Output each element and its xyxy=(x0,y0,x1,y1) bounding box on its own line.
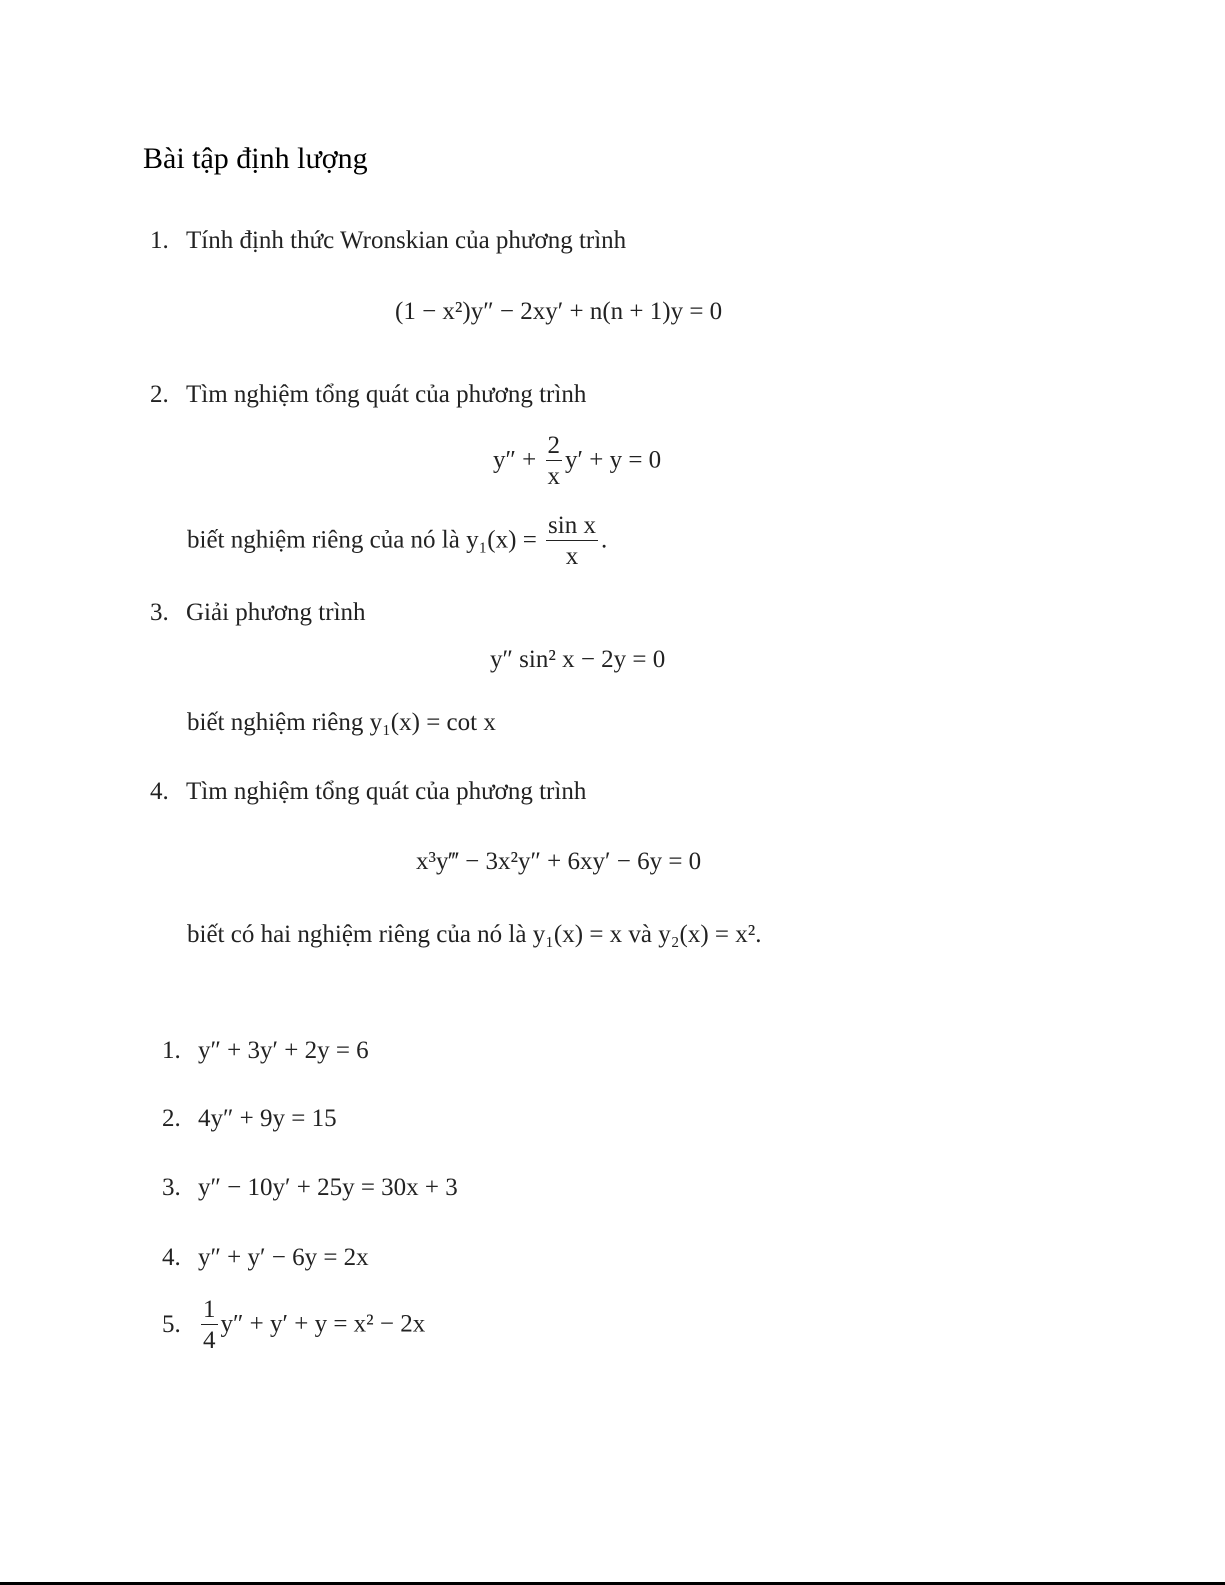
fraction-numerator: 2 xyxy=(547,432,561,459)
fraction xyxy=(201,1296,218,1356)
fraction-denominator: x xyxy=(546,460,563,492)
problem-1 xyxy=(150,227,626,255)
exercise-number: 5. xyxy=(162,1310,181,1338)
problem-number: 4. xyxy=(150,778,169,805)
problem-2-note xyxy=(187,512,607,572)
problem-1-equation: (1 − x²)y″ − 2xy′ + n(n + 1)y = 0 xyxy=(395,298,723,325)
equation-part: y″ + xyxy=(493,446,537,474)
problem-number: 3. xyxy=(150,599,169,626)
problem-number: 2. xyxy=(150,381,169,408)
problem-text: Tìm nghiệm tổng quát của phương trình xyxy=(186,381,587,408)
note-text: . xyxy=(600,526,608,554)
problem-4-note: biết có hai nghiệm riêng của nó là y₁(x) = x và y₂(x) = x². xyxy=(187,921,762,948)
exercise-2 xyxy=(162,1105,337,1133)
problem-3-equation: y″ sin² x − 2y = 0 xyxy=(490,646,666,673)
problem-4 xyxy=(150,778,586,806)
note-text: biết nghiệm riêng của nó là y₁(x) = xyxy=(187,526,537,554)
problem-text: Tìm nghiệm tổng quát của phương trình xyxy=(186,778,587,805)
fraction-denominator: 4 xyxy=(201,1324,218,1356)
exercise-equation: y″ + y′ + y = x² − 2x xyxy=(220,1310,426,1338)
fraction xyxy=(546,512,598,572)
exercise-1 xyxy=(162,1037,369,1065)
exercise-equation: y″ + 3y′ + 2y = 6 xyxy=(198,1037,369,1064)
fraction xyxy=(546,432,563,492)
problem-number: 1. xyxy=(150,227,169,254)
problem-text: Giải phương trình xyxy=(186,599,366,626)
exercise-4 xyxy=(162,1244,369,1272)
exercise-number: 3. xyxy=(162,1174,181,1201)
page-title: Bài tập định lượng xyxy=(143,142,368,175)
problem-3-note: biết nghiệm riêng y₁(x) = cot x xyxy=(187,709,496,736)
exercise-5 xyxy=(162,1296,425,1356)
equation-part: y′ + y = 0 xyxy=(565,446,662,474)
problem-3 xyxy=(150,599,366,627)
exercise-number: 2. xyxy=(162,1105,181,1132)
exercise-equation: y″ − 10y′ + 25y = 30x + 3 xyxy=(198,1174,458,1201)
fraction-denominator: x xyxy=(546,540,598,572)
exercise-equation: y″ + y′ − 6y = 2x xyxy=(198,1244,369,1271)
exercise-3 xyxy=(162,1174,458,1202)
exercise-number: 1. xyxy=(162,1037,181,1064)
problem-text: Tính định thức Wronskian của phương trình xyxy=(186,227,627,254)
problem-4-equation: x³y‴ − 3x²y″ + 6xy′ − 6y = 0 xyxy=(416,848,702,875)
exercise-number: 4. xyxy=(162,1244,181,1271)
exercise-equation: 4y″ + 9y = 15 xyxy=(198,1105,337,1132)
problem-2-equation xyxy=(493,432,661,492)
problem-2 xyxy=(150,381,586,409)
fraction-numerator: 1 xyxy=(203,1296,216,1323)
fraction-numerator: sin x xyxy=(548,512,596,539)
